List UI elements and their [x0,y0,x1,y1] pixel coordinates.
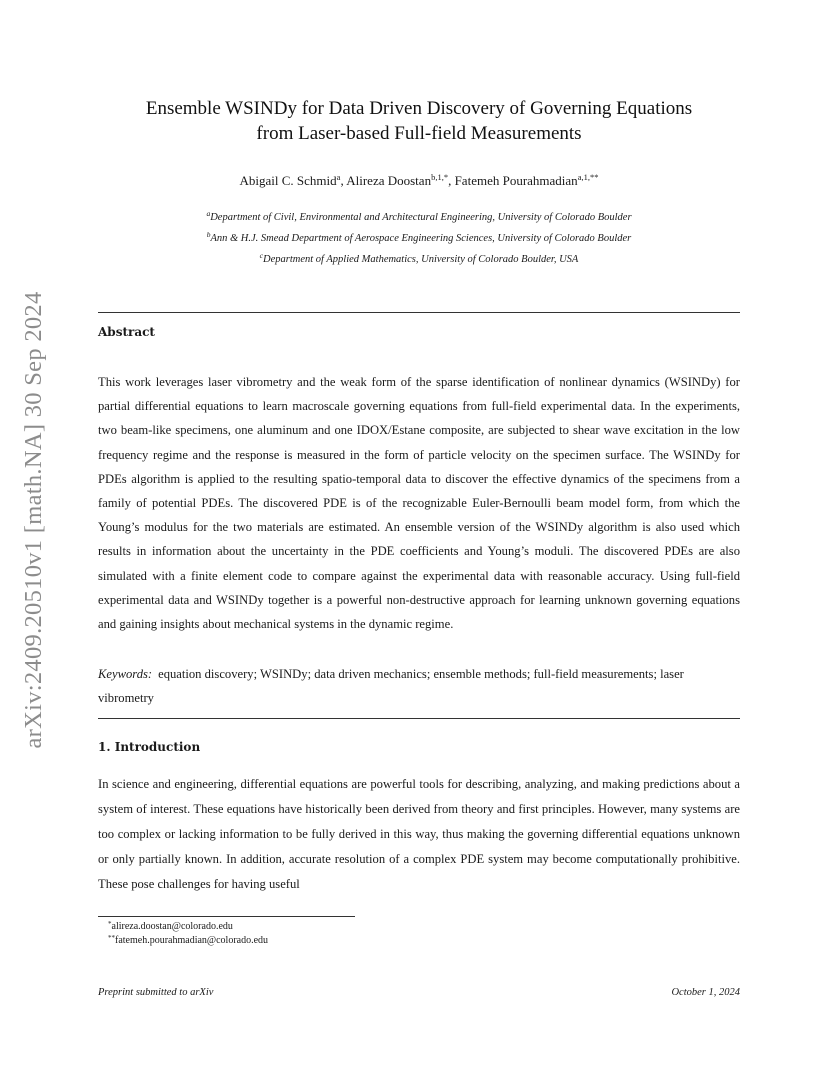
abstract-text: This work leverages laser vibrometry and the weak form of the sparse identification of nonlinear dynamics (WSINDy) for partial differential equations to learn macroscale governing equations from full-field experimental data. In the experiments, two beam-like specimens, one aluminum and one IDOX/Estane composite, are subjected to shear wave excitation in the low frequency regime and the response is measured in the form of particle velocity on the specimen surface. The WSINDy for PDEs algorithm is applied to the resulting spatio-temporal data to discover the effective dynamics of the specimens from a family of potential PDEs. The discovered PDE is of the recognizable Euler-Bernoulli beam model form, from which the Young’s modulus for the two materials are estimated. An ensemble version of the WSINDy algorithm is also used which results in information about the uncertainty in the PDE coefficients and Young’s moduli. The discovered PDEs are also simulated with a finite element code to compare against the experimental data with reasonable accuracy. Using full-field experimental data and WSINDy together is a powerful non-destructive approach for learning unknown governing equations and gaining insights about mechanical systems in the dynamic regime. [98,375,740,632]
author: Fatemeh Pourahmadian$^{a,1,**}$ [454,172,599,188]
email-link[interactable]: alireza.doostan@colorado.edu [111,921,233,932]
abstract-bottom-rule [98,718,740,719]
footnote: *alireza.doostan@colorado.edu [108,920,233,932]
abstract-heading: Abstract [98,325,155,339]
author: Abigail C. Schmid$^a$, [239,172,347,188]
section-heading-introduction: 1. Introduction [98,740,201,754]
paper-title [98,96,740,146]
author-sup[interactable]: b,1,* [431,172,449,182]
author-sup[interactable]: a [336,172,341,182]
arxiv-stamp [4,265,64,775]
email-link[interactable]: fatemeh.pourahmadian@colorado.edu [115,935,269,946]
introduction-text: In science and engineering, differential equations are powerful tools for describing, analyzing, and making predictions about a system of interest. These equations have historically been derived from theory and first principles. However, many systems are too complex or lacking information to be fully derived in this way, thus making the governing differential equations unknown or only partially known. In addition, accurate resolution of a complex PDE system may become computationally prohibitive. These pose challenges for having useful [98,777,740,891]
footnotes [98,920,268,948]
affiliations [98,207,740,270]
footer-preprint-note: Preprint submitted to arXiv [98,987,214,998]
keywords-text: equation discovery; WSINDy; data driven mechanics; ensemble methods; full-field measurements; laser vibrometry [98,667,684,706]
author-sup[interactable]: a,1,** [577,172,599,182]
arxiv-id[interactable]: arXiv:2409.20510v1 [math.NA] 30 Sep 2024 [20,291,47,749]
author: Alireza Doostan$^{b,1,*}$, [346,172,455,188]
title-line-2: from Laser-based Full-field Measurements [256,123,582,144]
title-line-1: Ensemble WSINDy for Data Driven Discovery of Governing Equations [145,98,693,119]
affiliation: $^a$Department of Civil, Environmental and Architectural Engineering, University of Colorado Boulder [206,209,632,223]
author-list [98,172,740,190]
keywords [98,662,740,710]
footnote: **fatemeh.pourahmadian@colorado.edu [108,934,269,946]
affiliation: $^b$Ann & H.J. Smead Department of Aerospace Engineering Sciences, University of Colorado Boulder [206,230,632,244]
footnote-rule [98,916,355,917]
abstract-top-rule [98,312,740,313]
keywords-label: Keywords: [98,667,153,681]
affiliation: $^c$Department of Applied Mathematics, University of Colorado Boulder, USA [259,251,579,265]
footer-date: October 1, 2024 [671,987,740,998]
